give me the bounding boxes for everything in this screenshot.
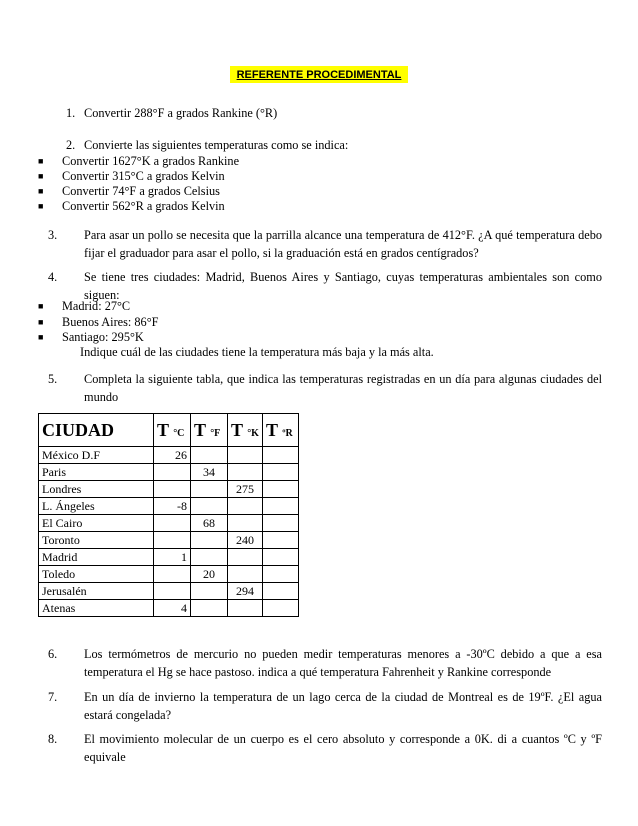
question-number: 6. [48,647,58,661]
cell-city: México D.F [39,447,154,464]
question-number: 7. [48,690,58,704]
question-text: En un día de invierno la temperatura de un lago cerca de la ciudad de Montreal es de 19ºF. ¿El agua estará congelada? [84,690,602,722]
cell-city: Jerusalén [39,583,154,600]
cell-fahrenheit [191,532,228,549]
cell-kelvin: 294 [228,583,263,600]
cell-city: Toronto [39,532,154,549]
question-3 [48,226,602,262]
cell-city: Toledo [39,566,154,583]
question-text: Convertir 288°F a grados Rankine (°R) [84,106,278,120]
cell-rankine [263,481,299,498]
question-number: 8. [48,732,58,746]
question-8 [48,730,602,766]
cell-rankine [263,566,299,583]
table-row [39,515,299,532]
column-header-fahrenheit: T °F [191,414,228,447]
cell-city: Londres [39,481,154,498]
question-number: 5. [48,372,58,386]
list-item: Buenos Aires: 86°F [62,315,159,329]
column-header-rankine: T ºR [263,414,299,447]
cell-celsius [154,566,191,583]
cell-city: Madrid [39,549,154,566]
cell-fahrenheit [191,498,228,515]
table-header-row [39,414,299,447]
bullet-icon: ■ [38,332,44,342]
cell-city: El Cairo [39,515,154,532]
cell-celsius: 1 [154,549,191,566]
bullet-icon: ■ [38,201,44,211]
table-row [39,464,299,481]
cell-celsius [154,481,191,498]
table-row [39,498,299,515]
cell-kelvin [228,498,263,515]
cell-fahrenheit [191,600,228,617]
list-item: Convertir 562°R a grados Kelvin [62,199,225,213]
question-text: Para asar un pollo se necesita que la parrilla alcance una temperatura de 412°F. ¿A qué temperatura debo fijar el graduador para asar el pollo, si la graduación está en grados centígrados? [84,228,602,260]
question-number: 2. [66,138,76,152]
cell-rankine [263,515,299,532]
question-text: El movimiento molecular de un cuerpo es el cero absoluto y corresponde a 0K. di a cuantos ºC y ºF equivale [84,732,602,764]
question-6 [48,645,602,681]
bullet-icon: ■ [38,186,44,196]
table-row [39,549,299,566]
column-header-celsius: T °C [154,414,191,447]
cell-fahrenheit [191,549,228,566]
cell-rankine [263,583,299,600]
cell-celsius: 26 [154,447,191,464]
cell-city: Paris [39,464,154,481]
cell-fahrenheit: 34 [191,464,228,481]
cell-kelvin [228,464,263,481]
table-row [39,583,299,600]
table-row [39,600,299,617]
column-header-kelvin: T °K [228,414,263,447]
cell-kelvin [228,549,263,566]
cell-fahrenheit [191,583,228,600]
question-text: Los termómetros de mercurio no pueden medir temperaturas menores a -30ºC debido a que a esa temperatura el Hg se hace pastoso. indica a qué temperatura Fahrenheit y Rankine corresponde [84,647,602,679]
cell-celsius: -8 [154,498,191,515]
question-5 [48,370,602,406]
question-number: 1. [66,106,76,120]
cell-fahrenheit: 20 [191,566,228,583]
cell-kelvin: 275 [228,481,263,498]
cell-rankine [263,498,299,515]
cell-kelvin [228,600,263,617]
cell-rankine [263,549,299,566]
list-item: Santiago: 295°K [62,330,144,344]
cell-rankine [263,464,299,481]
cell-celsius [154,583,191,600]
table-row [39,447,299,464]
table-row [39,481,299,498]
question-number: 3. [48,228,58,242]
question-number: 4. [48,270,58,284]
question-7 [48,688,602,724]
question-text: Completa la siguiente tabla, que indica las temperaturas registradas en un día para algunas ciudades del mundo [84,372,602,404]
question-4 [48,268,602,304]
question-text: Convierte las siguientes temperaturas como se indica: [84,138,349,152]
question-2 [66,137,348,153]
table-row [39,532,299,549]
cell-fahrenheit: 68 [191,515,228,532]
cell-celsius [154,532,191,549]
cell-kelvin [228,515,263,532]
cell-kelvin [228,447,263,464]
cell-celsius [154,464,191,481]
bullet-icon: ■ [38,301,44,311]
list-item: Madrid: 27°C [62,299,131,313]
question-1 [66,105,277,121]
cell-rankine [263,447,299,464]
cell-city: L. Ángeles [39,498,154,515]
cell-rankine [263,600,299,617]
cell-celsius: 4 [154,600,191,617]
bullet-icon: ■ [38,317,44,327]
temperature-table [38,413,299,617]
cell-fahrenheit [191,447,228,464]
column-header-city: CIUDAD [39,414,154,447]
question-4-instruction: Indique cuál de las ciudades tiene la temperatura más baja y la más alta. [80,345,434,359]
cell-city: Atenas [39,600,154,617]
cell-celsius [154,515,191,532]
document-title: REFERENTE PROCEDIMENTAL [230,66,408,83]
question-text: Se tiene tres ciudades: Madrid, Buenos Aires y Santiago, cuyas temperaturas ambientales son como siguen: [84,270,602,302]
bullet-icon: ■ [38,171,44,181]
list-item: Convertir 74°F a grados Celsius [62,184,220,198]
cell-kelvin: 240 [228,532,263,549]
bullet-icon: ■ [38,156,44,166]
cell-kelvin [228,566,263,583]
list-item: Convertir 1627°K a grados Rankine [62,154,240,168]
table-row [39,566,299,583]
cell-rankine [263,532,299,549]
cell-fahrenheit [191,481,228,498]
list-item: Convertir 315°C a grados Kelvin [62,169,225,183]
